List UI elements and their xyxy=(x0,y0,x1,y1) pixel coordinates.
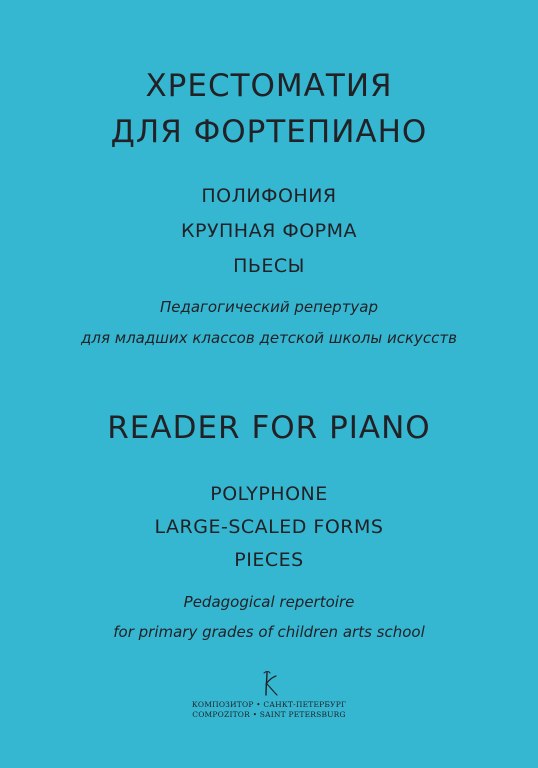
publisher-logo xyxy=(0,670,538,698)
russian-section-pieces: ПЬЕСЫ xyxy=(233,255,305,277)
english-title: READER FOR PIANO xyxy=(107,410,431,446)
english-section-polyphone: POLYPHONE xyxy=(210,483,328,505)
english-description-line-2: for primary grades of children arts school xyxy=(113,623,425,641)
russian-section-polyphony: ПОЛИФОНИЯ xyxy=(201,185,337,207)
russian-description-line-2: для младших классов детской школы искусств xyxy=(81,329,457,347)
english-description-line-1: Pedagogical repertoire xyxy=(183,593,355,611)
english-section-large-scaled-forms: LARGE-SCALED FORMS xyxy=(154,516,384,538)
russian-title-line-1: ХРЕСТОМАТИЯ xyxy=(145,68,393,104)
composer-k-logo-icon xyxy=(258,670,280,698)
russian-section-large-form: КРУПНАЯ ФОРМА xyxy=(181,220,357,242)
publisher-name-russian: КОМПОЗИТОР • САНКТ-ПЕТЕРБУРГ xyxy=(191,700,347,709)
english-section-pieces: PIECES xyxy=(234,549,304,571)
publisher-name-english: COMPOZITOR • SAINT PETERSBURG xyxy=(192,710,346,719)
russian-title-line-2: ДЛЯ ФОРТЕПИАНО xyxy=(110,114,428,150)
russian-description-line-1: Педагогический репертуар xyxy=(159,298,379,316)
